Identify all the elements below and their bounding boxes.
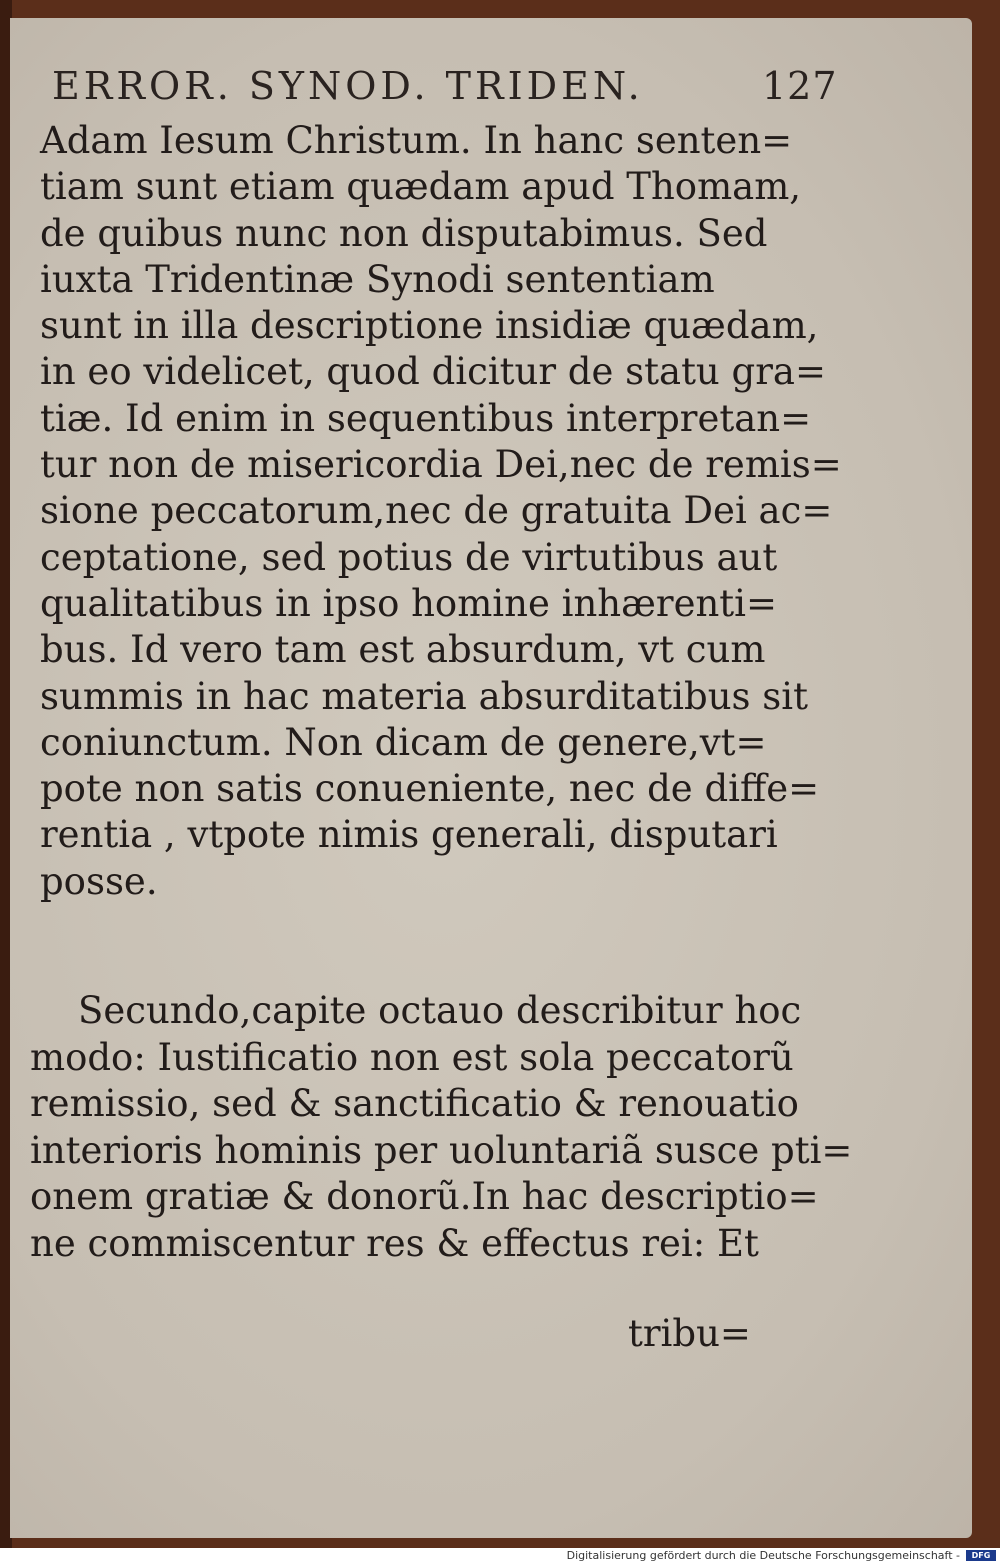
text-line: modo: Iustificatio non est sola peccatorũ (30, 1035, 794, 1079)
text-line: qualitatibus in ipso homine inhærenti= (40, 581, 778, 625)
text-line: ne commiscentur res & effectus rei: Et (30, 1221, 759, 1265)
footer-bar (0, 1548, 1000, 1563)
paragraph-1 (40, 118, 842, 905)
text-line: Adam Iesum Christum. In hanc senten= (40, 119, 793, 162)
text-line: bus. Id vero tam est absurdum, vt cum (40, 628, 766, 672)
text-line: rentia , vtpote nimis generali, disputari (40, 813, 778, 857)
text-line: coniunctum. Non dicam de genere,vt= (40, 720, 767, 764)
text-line: tur non de misericordia Dei,nec de remis= (40, 443, 842, 487)
catchword: tribu= (628, 1312, 751, 1355)
text-line: posse. (40, 859, 158, 903)
text-line: iuxta Tridentinæ Synodi sententiam (40, 257, 715, 301)
footer-credit: Digitalisierung gefördert durch die Deutsche Forschungsgemeinschaft - (566, 1549, 960, 1562)
running-head-title: ERROR. SYNOD. TRIDEN. (52, 64, 644, 108)
text-line: pote non satis conueniente, nec de diffe= (40, 767, 820, 811)
book-page (10, 18, 972, 1538)
paragraph-2 (30, 988, 853, 1267)
text-line: summis in hac materia absurditatibus sit (40, 674, 808, 718)
text-line: ceptatione, sed potius de virtutibus aut (40, 535, 778, 579)
page-number: 127 (762, 64, 838, 108)
text-line: sunt in illa descriptione insidiæ quædam, (40, 304, 819, 348)
text-line: interioris hominis per uoluntariã susce pti= (30, 1128, 853, 1172)
text-line: tiæ. Id enim in sequentibus interpretan= (40, 396, 812, 440)
text-line: onem gratiæ & donorũ.In hac descriptio= (30, 1175, 819, 1218)
dfg-logo-icon: DFG (966, 1550, 996, 1561)
text-line: Secundo,capite octauo describitur hoc (78, 989, 802, 1032)
text-line: tiam sunt etiam quædam apud Thomam, (40, 165, 802, 209)
text-line: in eo videlicet, quod dicitur de statu gra= (40, 350, 826, 394)
text-line: de quibus nunc non disputabimus. Sed (40, 211, 768, 255)
text-line: remissio, sed & sanctificatio & renouatio (30, 1082, 799, 1125)
running-head (52, 64, 838, 108)
text-line: sione peccatorum,nec de gratuita Dei ac= (40, 489, 833, 533)
